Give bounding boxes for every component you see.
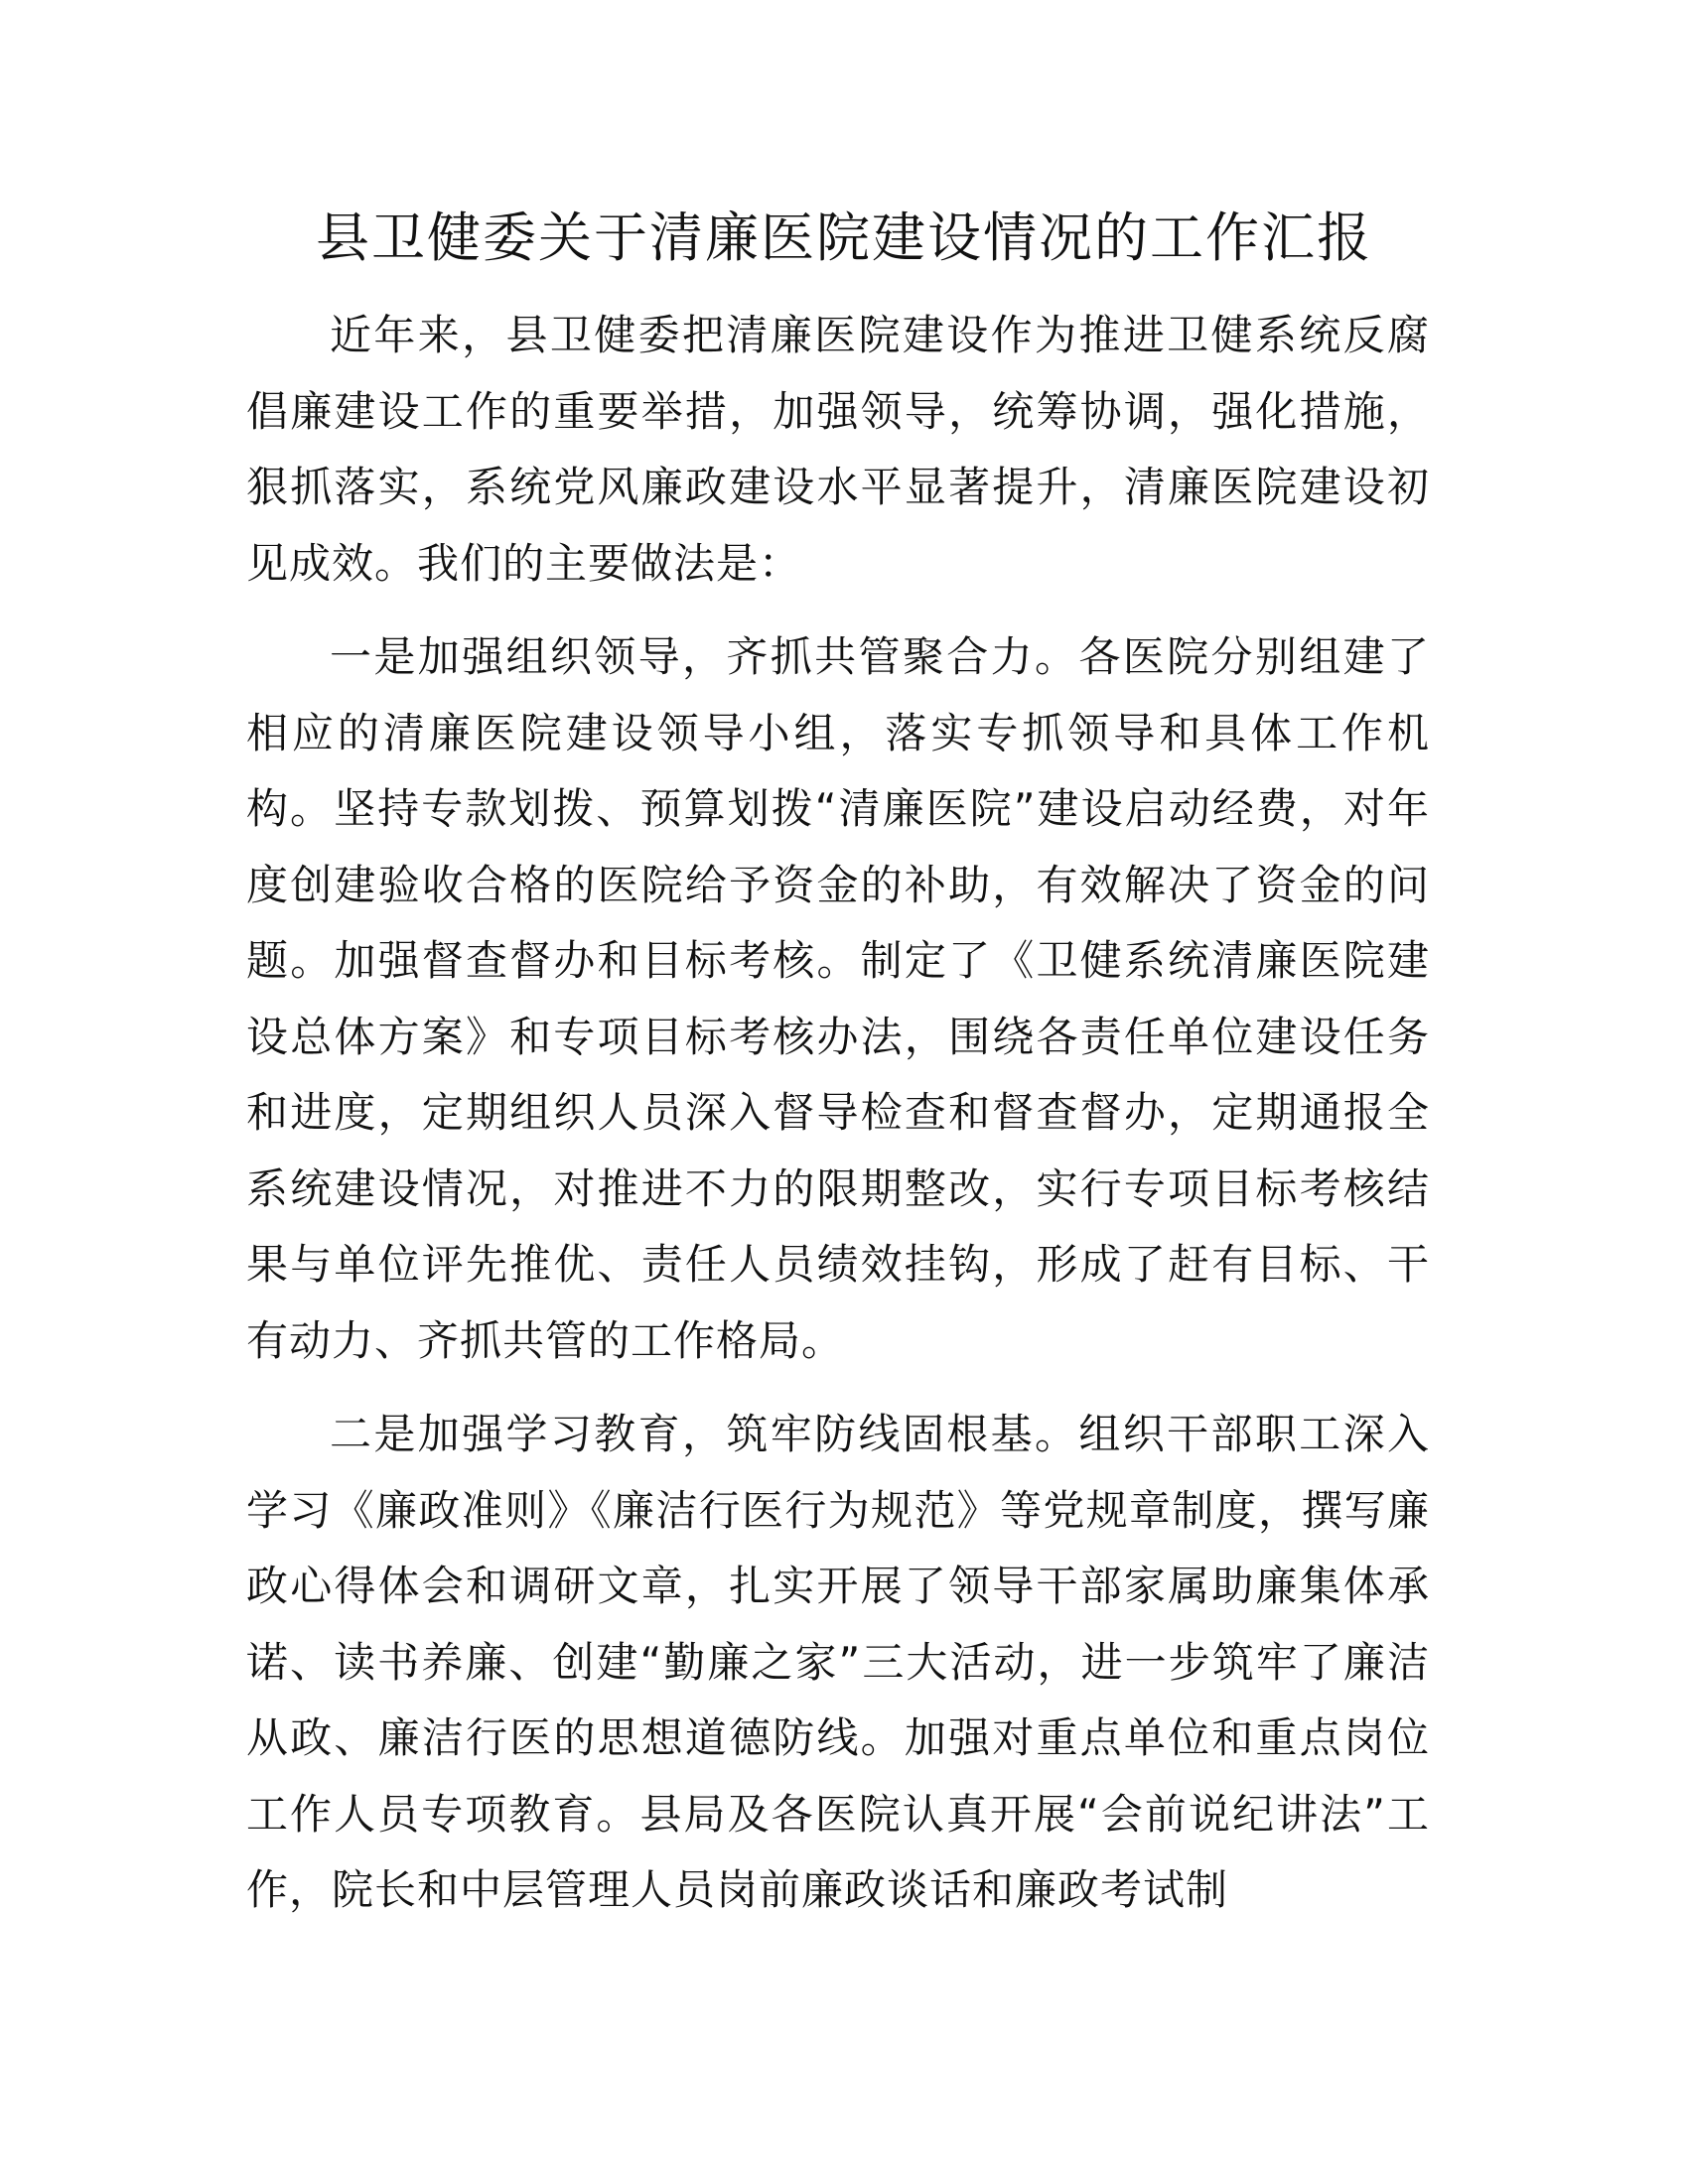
paragraph-organization-leadership: 一是加强组织领导，齐抓共管聚合力。各医院分别组建了相应的清廉医院建设领导小组，落实专抓领导和具体工作机构。坚持专款划拨、预算划拨“清廉医院”建设启动经费，对年度创建验收合格的医院给予资金的补助，有效解决了资金的问题。加强督查督办和目标考核。制定了《卫健系统清廉医院建设总体方案》和专项目标考核办法，围绕各责任单位建设任务和进度，定期组织人员深入督导检查和督查督办，定期通报全系统建设情况，对推进不力的限期整改，实行专项目标考核结果与单位评先推优、责任人员绩效挂钩，形成了赶有目标、干有动力、齐抓共管的工作格局。	[246, 632, 1430, 1365]
document-title: 县卫健委关于清廉医院建设情况的工作汇报	[316, 206, 1372, 269]
document-body	[246, 298, 1430, 1947]
paragraph-intro: 近年来，县卫健委把清廉医院建设作为推进卫健系统反腐倡廉建设工作的重要举措，加强领导，统筹协调，强化措施，狠抓落实，系统党风廉政建设水平显著提升，清廉医院建设初见成效。我们的主要做法是：	[246, 311, 1430, 588]
paragraph-study-education: 二是加强学习教育，筑牢防线固根基。组织干部职工深入学习《廉政准则》《廉洁行医行为规范》等党规章制度，撰写廉政心得体会和调研文章，扎实开展了领导干部家属助廉集体承诺、读书养廉、创建“勤廉之家”三大活动，进一步筑牢了廉洁从政、廉洁行医的思想道德防线。加强对重点单位和重点岗位工作人员专项教育。县局及各医院认真开展“会前说纪讲法”工作，院长和中层管理人员岗前廉政谈话和廉政考试制	[246, 1410, 1430, 1914]
